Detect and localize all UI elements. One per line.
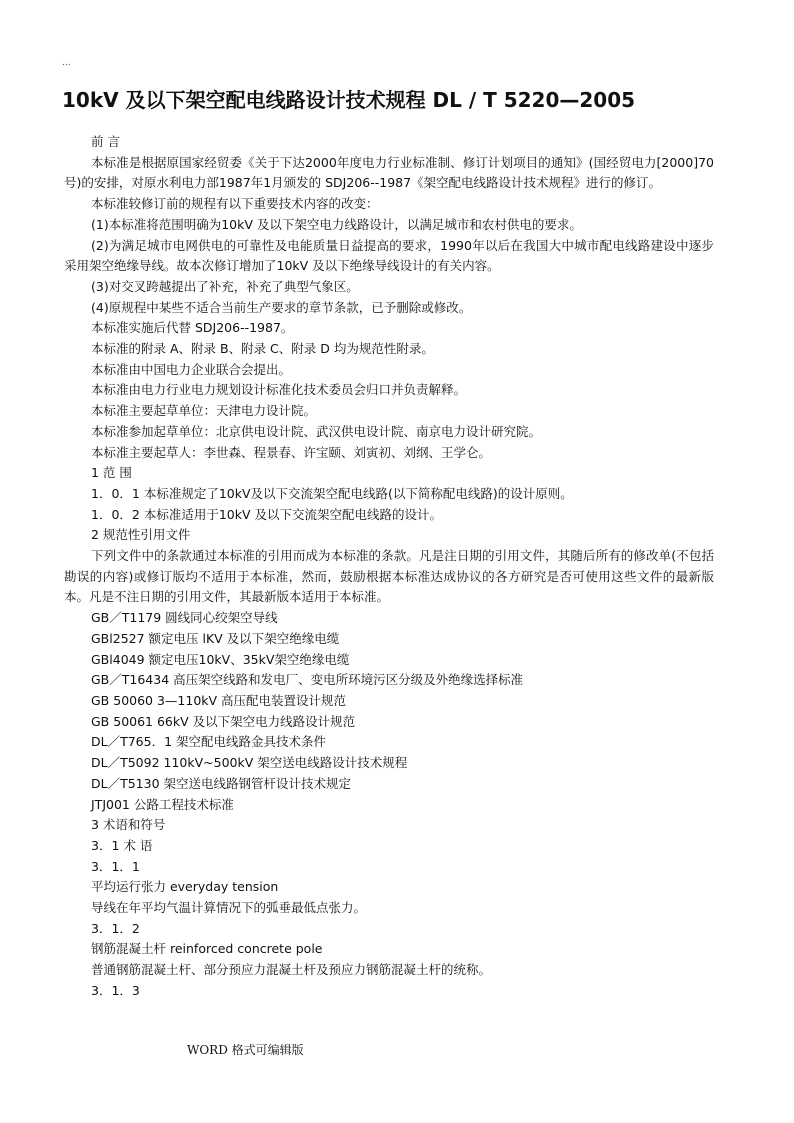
reference-item: DL／T5092 110kV~500kV 架空送电线路设计技术规程 — [91, 755, 408, 771]
section-heading: 3 术语和符号 — [91, 817, 166, 833]
reference-item: JTJ001 公路工程技术标准 — [91, 796, 234, 812]
paragraph: (2)为满足城市电网供电的可靠性及电能质量日益提高的要求，1990年以后在我国大中城市配电线路建设中逐步采用架空绝缘导线。故本次修订增加了10kV 及以下绝缘导线设计的有关内容。 — [64, 237, 714, 274]
subsection-heading: 3．1 术 语 — [91, 837, 153, 853]
clause: 1．0．2 本标准适用于10kV 及以下交流架空配电线路的设计。 — [91, 506, 443, 522]
clause-number: 3．1．3 — [91, 982, 140, 998]
paragraph: 本标准的附录 A、附录 B、附录 C、附录 D 均为规范性附录。 — [91, 341, 434, 357]
term-definition: 导线在年平均气温计算情况下的弧垂最低点张力。 — [91, 900, 367, 916]
document-title: 10kV 及以下架空配电线路设计技术规程 DL / T 5220—2005 — [62, 88, 636, 112]
clause-number: 3．1．1 — [91, 858, 140, 874]
reference-item: GBl2527 额定电压 lKV 及以下架空绝缘电缆 — [91, 630, 340, 646]
reference-item: DL／T765．1 架空配电线路金具技术条件 — [91, 734, 327, 750]
reference-item: GBl4049 额定电压10kV、35kV架空绝缘电缆 — [91, 651, 350, 667]
reference-item: GB／T16434 高压架空线路和发电厂、变电所环境污区分级及外绝缘选择标准 — [91, 672, 524, 688]
term-name: 平均运行张力 everyday tension — [91, 879, 279, 895]
term-definition: 普通钢筋混凝土杆、部分预应力混凝土杆及预应力钢筋混凝土杆的统称。 — [91, 962, 492, 978]
reference-item: DL／T5130 架空送电线路钢管杆设计技术规定 — [91, 775, 352, 791]
paragraph: 本标准是根据原国家经贸委《关于下达2000年度电力行业标准制、修订计划项目的通知》(国经贸电力[2000]70号)的安排，对原水利电力部1987年1月颁发的 SDJ206--1987《架空配电线路设计技术规程》进行的修订。 — [64, 154, 714, 191]
term-name: 钢筋混凝土杆 reinforced concrete pole — [91, 941, 323, 957]
paragraph: 本标准参加起草单位：北京供电设计院、武汉供电设计院、南京电力设计研究院。 — [91, 423, 542, 439]
clause-number: 3．1．2 — [91, 920, 140, 936]
clause: 1．0．1 本标准规定了10kV及以下交流架空配电线路(以下简称配电线路)的设计原则。 — [91, 485, 573, 501]
paragraph: 本标准较修订前的规程有以下重要技术内容的改变： — [91, 196, 379, 212]
footer-note: WORD 格式可编辑版 — [187, 1043, 304, 1057]
paragraph: (1)本标准将范围明确为10kV 及以下架空电力线路设计，以满足城市和农村供电的要求。 — [91, 216, 582, 232]
reference-item: GB 50061 66kV 及以下架空电力线路设计规范 — [91, 713, 356, 729]
paragraph: 本标准由中国电力企业联合会提出。 — [91, 361, 292, 377]
paragraph: 本标准实施后代替 SDJ206--1987。 — [91, 320, 294, 336]
reference-item: GB 50060 3—110kV 高压配电装置设计规范 — [91, 692, 347, 708]
reference-item: GB／T1179 圆线同心绞架空导线 — [91, 610, 278, 626]
paragraph: (3)对交叉跨越提出了补充，补充了典型气象区。 — [91, 278, 359, 294]
paragraph: 本标准主要起草单位：天津电力设计院。 — [91, 403, 317, 419]
header-ellipsis: ... — [62, 58, 71, 68]
paragraph: 本标准主要起草人：李世森、程景春、许宝颐、刘寅初、刘纲、王学仑。 — [91, 444, 492, 460]
paragraph: 本标准由电力行业电力规划设计标准化技术委员会归口并负责解释。 — [91, 382, 467, 398]
document-body — [64, 132, 714, 1002]
paragraph: 下列文件中的条款通过本标准的引用而成为本标准的条款。凡是注日期的引用文件，其随后所有的修改单(不包括勘误的内容)或修订版均不适用于本标准，然而，鼓励根据本标准达成协议的各方研究是否可使用这些文件的最新版本。凡是不注日期的引用文件，其最新版本适用于本标准。 — [64, 548, 714, 605]
foreword-heading: 前 言 — [91, 134, 120, 149]
section-heading: 1 范 围 — [91, 465, 132, 481]
section-heading: 2 规范性引用文件 — [91, 527, 191, 543]
paragraph: (4)原规程中某些不适合当前生产要求的章节条款，已予删除或修改。 — [91, 299, 472, 315]
